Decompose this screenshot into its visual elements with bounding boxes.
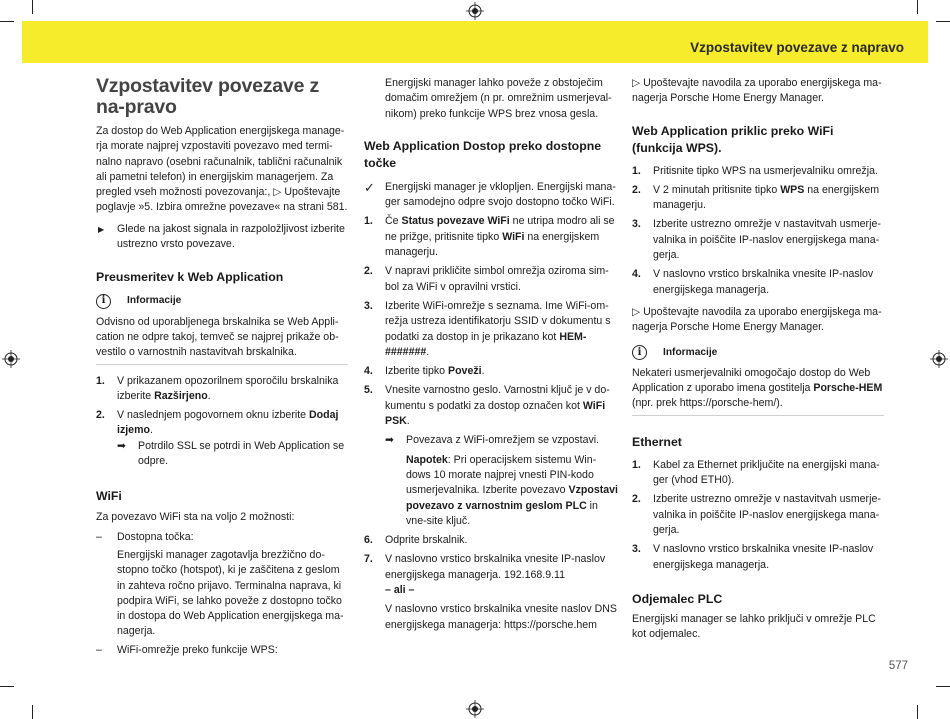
crop-mark bbox=[0, 21, 14, 22]
list-item: – Dostopna točka: bbox=[96, 530, 194, 543]
list-item: V naslovno vrstico brskalnika vnesite naslov DNS energijskega managerja: https://porsche.hem bbox=[385, 603, 617, 631]
list-item: 5. Vnesite varnostno geslo. Varnostni ključ je v do-kumentu s podatki za dostop označen kot WiFi PSK. bbox=[364, 384, 610, 428]
checkmark-icon: ✓ bbox=[364, 179, 375, 195]
info-text: Nekateri usmerjevalniki omogočajo dostop do Web Application z uporabo imena gostitelja Porsche-HEM (npr. prek https://porsche-hem/). bbox=[632, 366, 883, 410]
note-paragraph: ▷ Upoštevajte navodila za uporabo energijskega ma-nagerja Porsche Home Energy Manager. bbox=[632, 305, 882, 334]
steps-list bbox=[632, 164, 884, 298]
section-heading: WiFi bbox=[96, 489, 122, 504]
bullet-icon: ▶ bbox=[98, 224, 105, 234]
plc-paragraph: Energijski manager se lahko priključi v omrežje PLC kot odjemalec. bbox=[632, 612, 876, 641]
header-bar bbox=[22, 21, 928, 63]
dash-list bbox=[96, 530, 348, 658]
steps-list bbox=[364, 214, 618, 632]
arrow-right-icon: ➡ bbox=[385, 434, 394, 447]
crop-mark bbox=[32, 0, 33, 14]
requirements-list bbox=[364, 180, 618, 211]
list-item: 6. Odprite brskalnik. bbox=[364, 534, 468, 547]
info-icon: i bbox=[96, 294, 111, 309]
wps-paragraph: Energijski manager lahko poveže z obstoječim domačim omrežjem (n pr. omrežnim usmerjeval-nikom) preko funkcije WPS brez vnosa gesla. bbox=[385, 77, 612, 120]
list-item: ▶ Glede na jakost signala in razpoložljivost izberite ustrezno vrsto povezave. bbox=[98, 222, 345, 251]
section-heading: Web Application priklic preko WiFi (funkcija WPS). bbox=[632, 123, 834, 155]
info-icon: i bbox=[632, 345, 647, 360]
crop-mark bbox=[936, 686, 950, 687]
info-text: Odvisno od uporabljenega brskalnika se Web Appli-cation ne odpre takoj, temveč se najprej prikaže ob-vestilo o varnostnih nastavitvah brskalnika. bbox=[96, 315, 339, 359]
section-heading: Preusmeritev k Web Application bbox=[96, 270, 284, 285]
page-number: 577 bbox=[888, 660, 908, 672]
list-item: 2. V napravi prikličite simbol omrežja oziroma sim-bol za WiFi v opravilni vrstici. bbox=[364, 265, 609, 293]
list-item: 1. Pritisnite tipko WPS na usmerjevalniku omrežja. bbox=[632, 164, 878, 177]
section-heading: Web Application Dostop preko dostopne točke bbox=[364, 138, 602, 170]
list-item: Energijski manager zagotavlja brezžično do-stopno točko (hotspot), ki je zaščitena z geslom in zahteva ročno prijavo. Terminalna naprava, ki podpira WiFi, se lahko poveže z dostopno točko in dostopa do Web Application energijskega ma-nagerja. bbox=[117, 548, 344, 638]
list-item: 1. V prikazanem opozorilnem sporočilu brskalnika izberite Razširjeno. bbox=[96, 374, 339, 402]
intro-paragraph: Za dostop do Web Application energijskega manage-rja morate najprej vzpostaviti povezavo med termi-nalno napravo (osebni računalnik, tablični računalnik ali pametni telefon) in energijskim managerjem. Za pregled vseh možnosti povezovanja:, ▷ Upoštevajte poglavje »5. Izbira omrežne povezave« na strani 581. bbox=[96, 125, 348, 214]
list-item: 2. V naslednjem pogovornem oknu izberite Dodaj izjemo. bbox=[96, 409, 339, 437]
note-paragraph: ▷ Upoštevajte navodila za uporabo energijskega ma-nagerja Porsche Home Energy Manager. bbox=[632, 77, 882, 105]
page-title: Vzpostavitev povezave z na-pravo bbox=[96, 75, 319, 118]
registration-mark-icon bbox=[2, 350, 20, 368]
list-item: 2. Izberite ustrezno omrežje v nastavitvah usmerje-valnika in poiščite IP-naslov energijskega mana-gerja. bbox=[632, 493, 881, 536]
list-item: ✓ Energijski manager je vklopljen. Energijski mana-ger samodejno odpre svojo dostopno točko WiFi. bbox=[364, 179, 616, 209]
crop-mark bbox=[0, 686, 14, 687]
note-item: Napotek: Pri operacijskem sistemu Win-dows 10 morate najprej vnesti PIN-kodo usmerjevalnika. Izberite povezavo Vzpostavi povezavo z varnostnim geslom PLC in vne-site ključ. bbox=[406, 453, 618, 527]
wifi-intro: Za povezavo WiFi sta na voljo 2 možnosti: bbox=[96, 511, 295, 524]
running-header-title: Vzpostavitev povezave z napravo bbox=[690, 40, 904, 55]
info-label: Informacije bbox=[127, 295, 182, 307]
crop-mark bbox=[32, 705, 33, 719]
registration-mark-icon bbox=[466, 700, 484, 718]
steps-list bbox=[632, 458, 884, 573]
divider bbox=[632, 415, 884, 416]
list-item: 4. Izberite tipko Poveži. bbox=[364, 365, 485, 378]
divider bbox=[96, 364, 348, 365]
crop-mark bbox=[936, 21, 950, 22]
section-heading: Ethernet bbox=[632, 434, 682, 449]
info-box-header bbox=[632, 345, 884, 360]
result-item: ➡ Povezava z WiFi-omrežjem se vzpostavi. bbox=[364, 433, 618, 448]
list-item: – WiFi-omrežje preko funkcije WPS: bbox=[96, 643, 278, 656]
steps-list bbox=[96, 374, 348, 470]
bullet-list bbox=[96, 222, 348, 253]
arrow-right-icon: ➡ bbox=[117, 439, 126, 452]
list-item: 1. Kabel za Ethernet priključite na energijski mana-ger (vhod ETH0). bbox=[632, 458, 880, 487]
list-item: 3. Izberite WiFi-omrežje s seznama. Ime WiFi-om-režja ustreza identifikatorju SSID v dokumentu s podatki za dostop in je prikazano kot HEM-#######. bbox=[364, 299, 611, 358]
or-separator: – ali – bbox=[385, 584, 415, 597]
registration-mark-icon bbox=[466, 2, 484, 20]
info-label: Informacije bbox=[663, 346, 718, 358]
column-right bbox=[632, 76, 884, 642]
column-left bbox=[96, 76, 348, 658]
crop-mark bbox=[917, 0, 918, 14]
section-heading: Odjemalec PLC bbox=[632, 591, 723, 606]
registration-mark-icon bbox=[930, 350, 948, 368]
list-item: 7. V naslovno vrstico brskalnika vnesite IP-naslov energijskega managerja. 192.168.9.11 bbox=[364, 553, 606, 581]
list-item: 3. Izberite ustrezno omrežje v nastavitvah usmerje-valnika in poiščite IP-naslov energijskega mana-gerja. bbox=[632, 218, 881, 262]
list-item: 2. V 2 minutah pritisnite tipko WPS na energijskem managerju. bbox=[632, 183, 880, 212]
column-middle bbox=[364, 76, 618, 633]
crop-mark bbox=[917, 705, 918, 719]
list-item: 4. V naslovno vrstico brskalnika vnesite IP-naslov energijskega managerja. bbox=[632, 268, 874, 296]
result-item: ➡ Potrdilo SSL se potrdi in Web Application se odpre. bbox=[117, 439, 345, 468]
list-item: 1. Če Status povezave WiFi ne utripa modro ali se ne prižge, pritisnite tipko WiFi na energijskem managerju. bbox=[364, 215, 615, 259]
info-box-header bbox=[96, 293, 348, 308]
list-item: 3. V naslovno vrstico brskalnika vnesite IP-naslov energijskega managerja. bbox=[632, 543, 874, 571]
